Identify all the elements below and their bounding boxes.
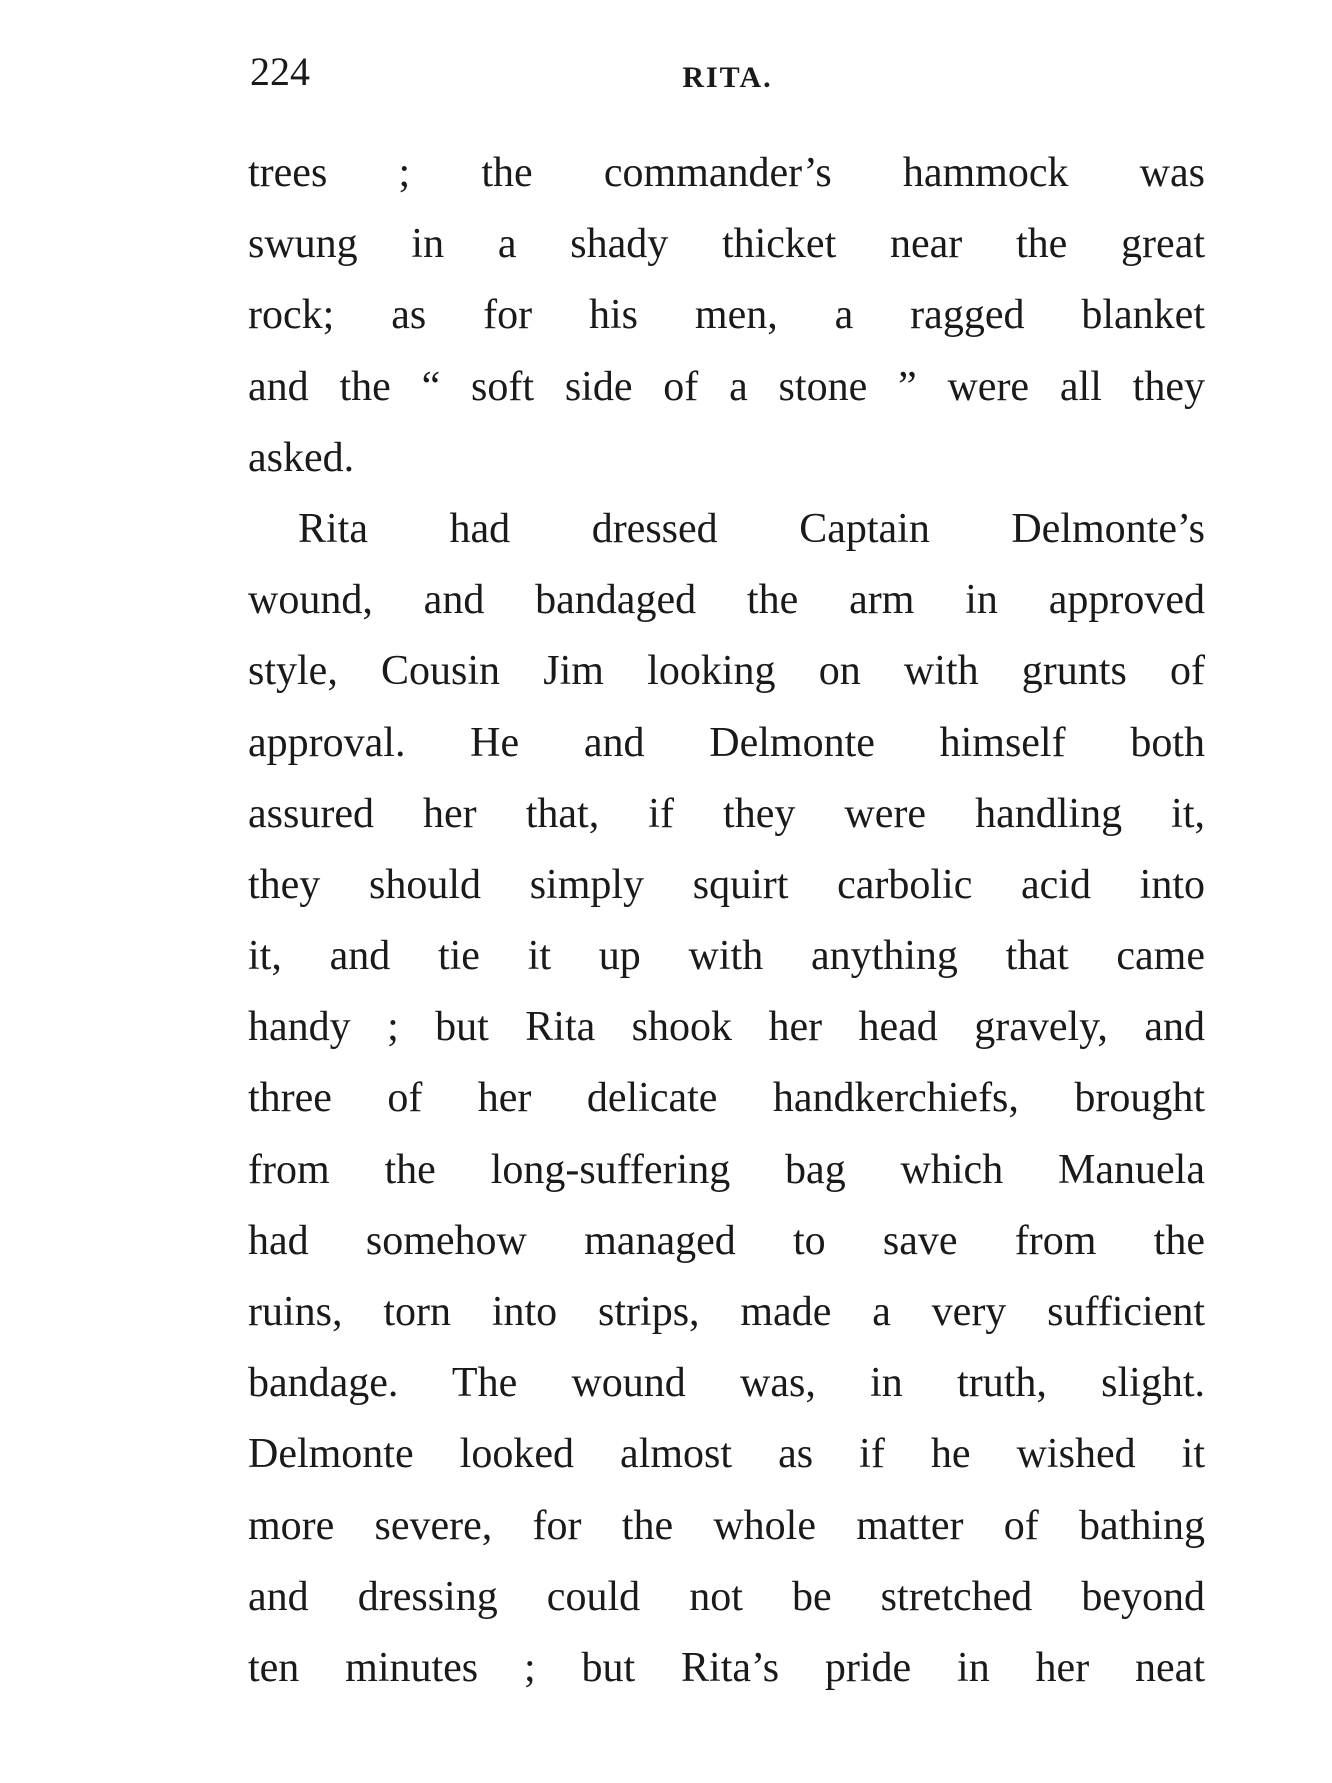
text-line: approval. He and Delmonte himself both xyxy=(248,719,1205,766)
text-line: ruins, torn into strips, made a very sufficient xyxy=(248,1289,1205,1335)
text-line: handy ; but Rita shook her head gravely, and xyxy=(248,1004,1205,1051)
text-line: they should simply squirt carbolic acid into xyxy=(248,861,1205,908)
text-line: from the long-suffering bag which Manuela xyxy=(248,1146,1205,1193)
text-line: swung in a shady thicket near the great xyxy=(248,221,1205,268)
text-line: rock; as for his men, a ragged blanket xyxy=(248,292,1205,339)
text-line: and dressing could not be stretched beyond xyxy=(248,1573,1205,1620)
body-text xyxy=(248,138,1205,1704)
text-line: and the “ soft side of a stone ” were all they xyxy=(248,363,1205,410)
text-line: asked. xyxy=(248,434,355,481)
text-line: style, Cousin Jim looking on with grunts of xyxy=(248,648,1205,695)
text-line: three of her delicate handkerchiefs, brought xyxy=(248,1075,1205,1122)
text-line: Delmonte looked almost as if he wished it xyxy=(248,1431,1205,1478)
text-line: trees ; the commander’s hammock was xyxy=(248,150,1205,196)
page-number: 224 xyxy=(250,49,310,94)
text-line: assured her that, if they were handling it, xyxy=(248,790,1205,837)
text-line: more severe, for the whole matter of bathing xyxy=(248,1502,1205,1549)
text-line: wound, and bandaged the arm in approved xyxy=(248,577,1205,624)
text-line: it, and tie it up with anything that came xyxy=(248,933,1205,980)
text-line: had somehow managed to save from the xyxy=(248,1217,1205,1264)
running-head xyxy=(250,42,1205,102)
running-title: RITA. xyxy=(682,61,773,94)
paragraph-start-line: Rita had dressed Captain Delmonte’s xyxy=(298,505,1205,552)
text-line: ten minutes ; but Rita’s pride in her neat xyxy=(248,1644,1205,1691)
text-line: bandage. The wound was, in truth, slight. xyxy=(248,1360,1205,1407)
